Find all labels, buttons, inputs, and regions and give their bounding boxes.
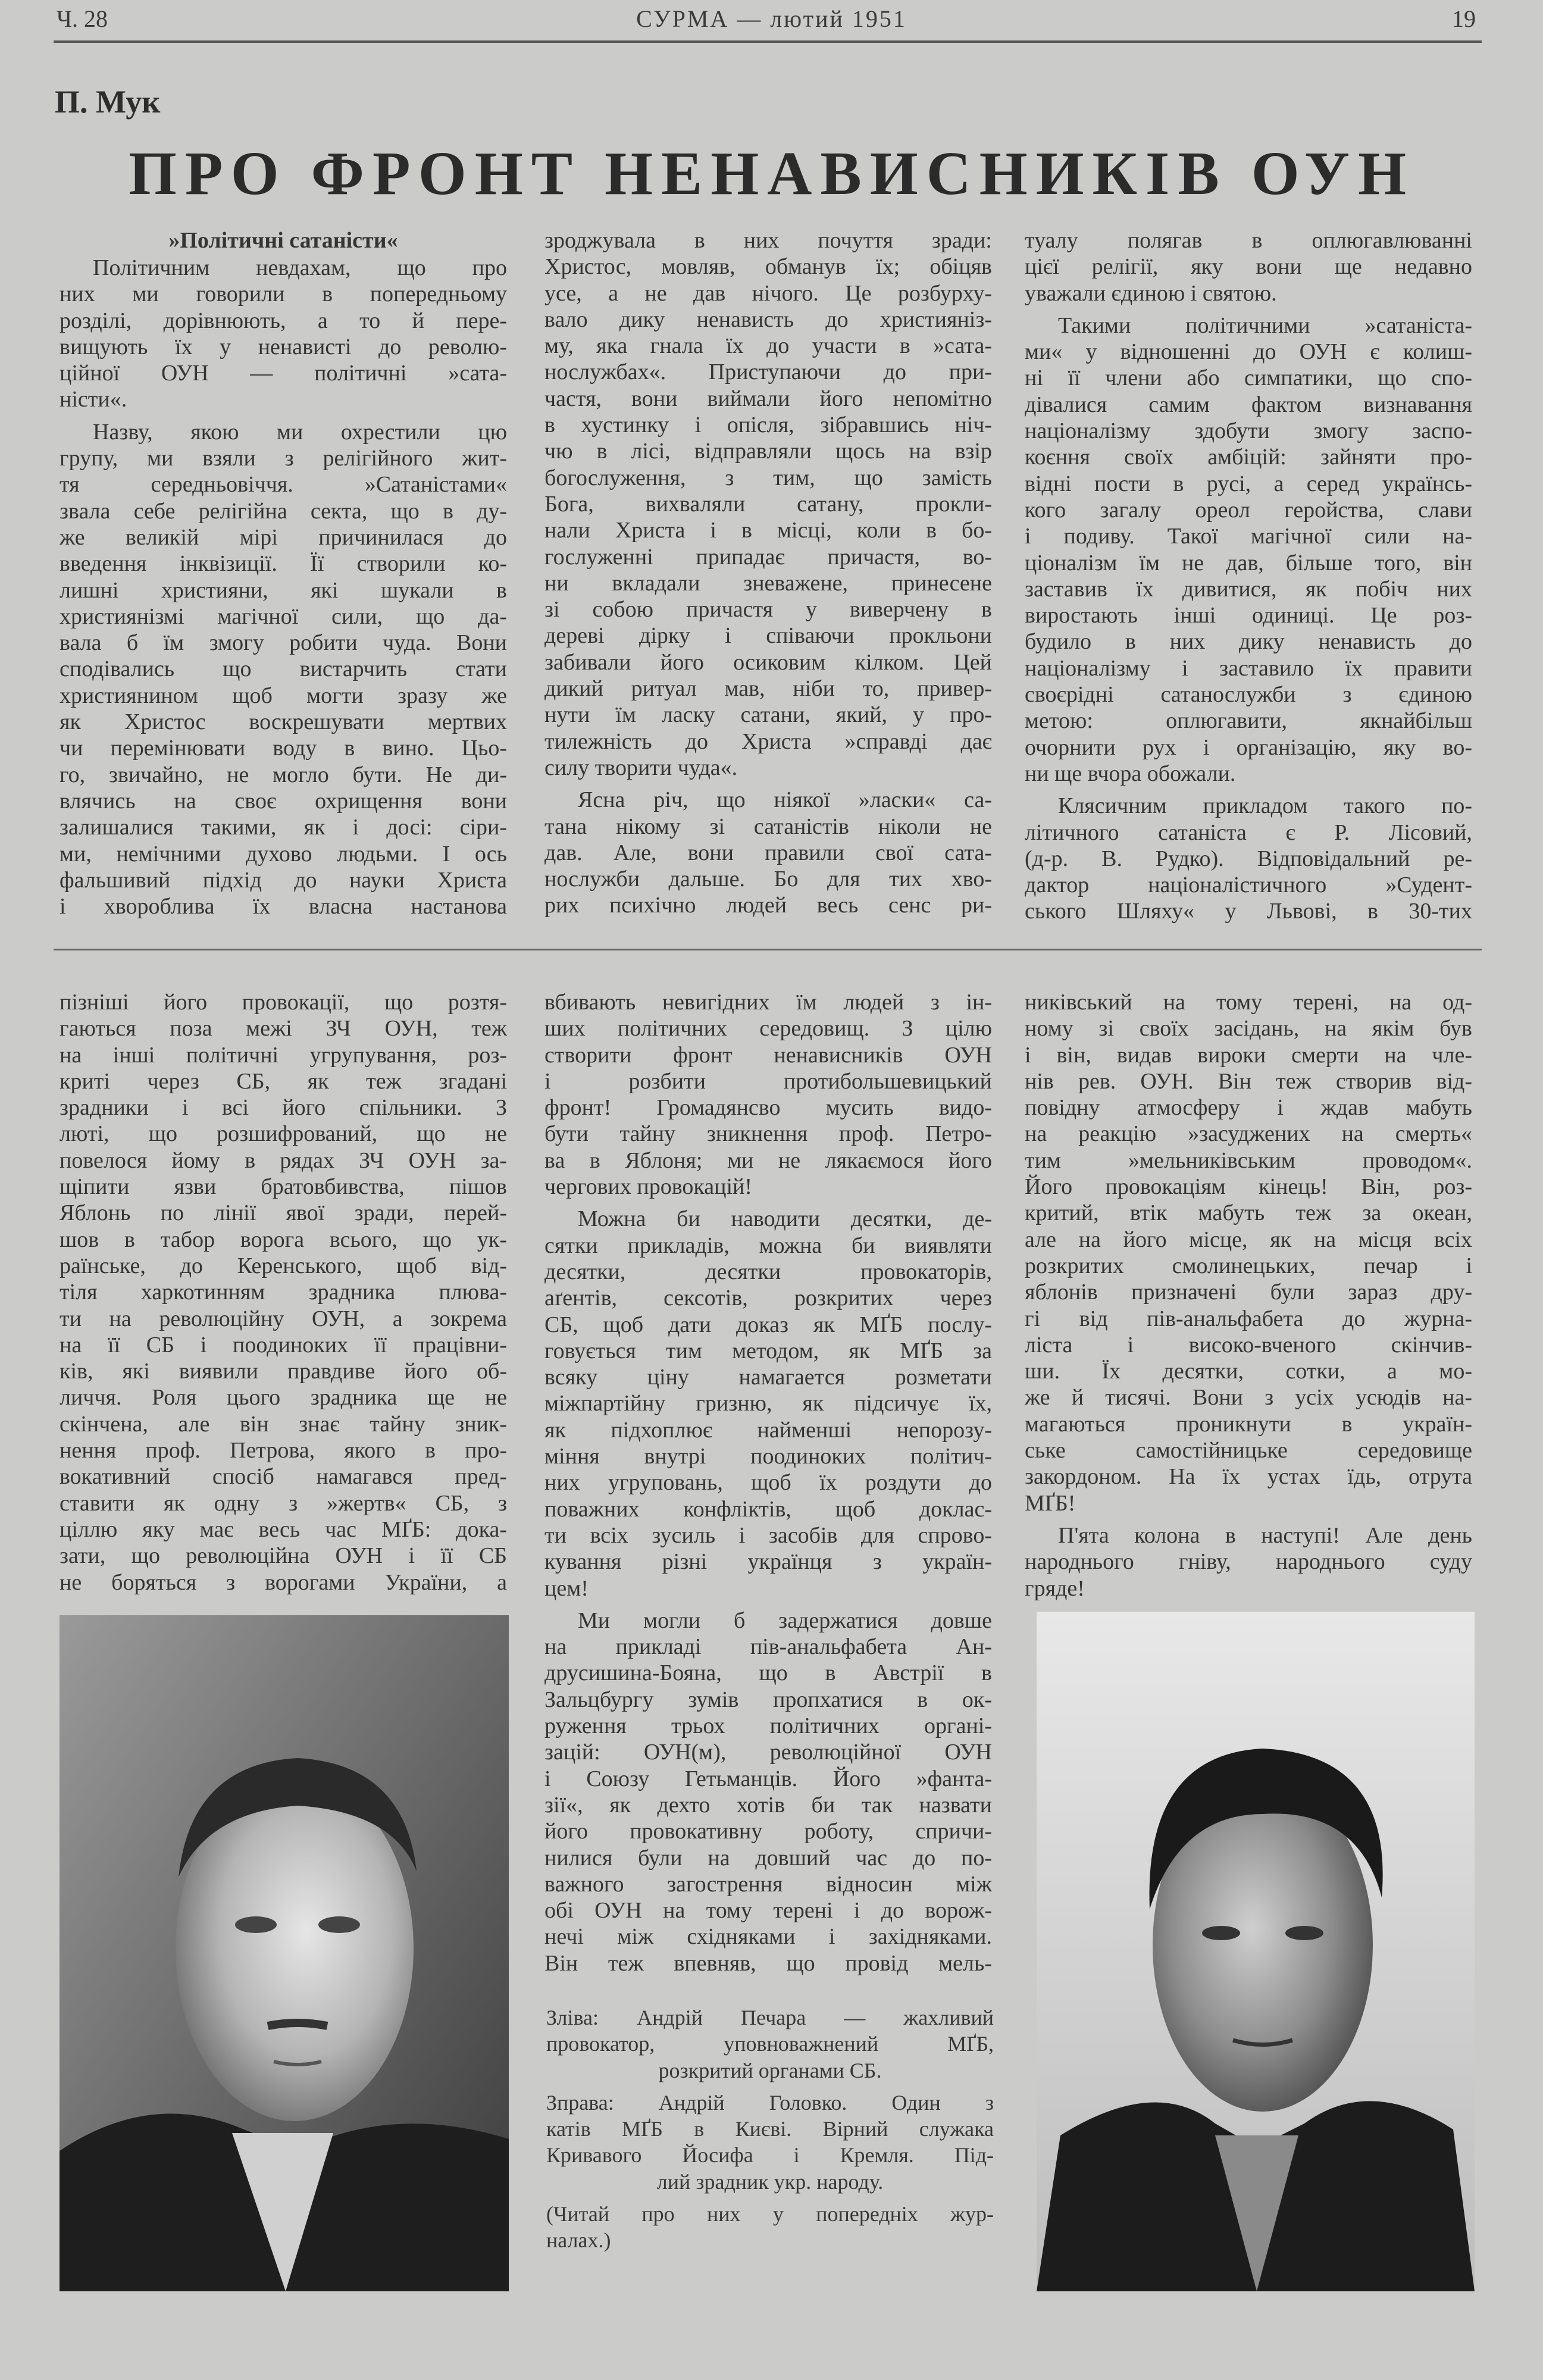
text-line: шов в табор ворога всього, що ук- — [60, 1227, 507, 1252]
text-line: і подиву. Такої магічної сили на- — [1025, 524, 1472, 549]
text-line: ми, немічними духово людьми. І ось — [60, 841, 507, 867]
text-line: Назву, якою ми охрестили цю — [93, 419, 507, 445]
text-line: міння внутрі поодиноких політич- — [544, 1444, 992, 1469]
paragraph — [60, 255, 507, 413]
section-divider — [54, 949, 1482, 950]
text-line: фронт! Громадянсво мусить видо- — [544, 1095, 992, 1121]
text-line: силу творити чуда«. — [544, 755, 738, 780]
text-line: повідну атмосферу і ждав мабуть — [1025, 1095, 1472, 1121]
text-line: поважних конфліктів, щоб доклас- — [544, 1496, 992, 1522]
text-line: очорнити рух і організацію, яку во- — [1025, 734, 1472, 760]
text-line: на інші політичні угрупування, роз- — [60, 1042, 507, 1068]
text-line: них угруповань, щоб їх роздути до — [544, 1470, 992, 1496]
text-line: ків, які виявили правдиве його об- — [60, 1359, 507, 1384]
text-line: чи перемінювати воду в вино. Цьо- — [60, 736, 507, 761]
text-line: на реакцію »засуджених на смерть« — [1025, 1121, 1472, 1147]
article-author: П. Мук — [55, 84, 161, 120]
paragraph — [1025, 227, 1472, 307]
paragraph — [1025, 793, 1472, 924]
text-line: Такими політичними »сатаніста- — [1058, 312, 1472, 338]
text-line: магаються проникнути в україн- — [1025, 1411, 1472, 1437]
caption-note — [546, 2201, 994, 2254]
text-line: як Христос воскрешувати мертвих — [60, 709, 507, 735]
text-line: туалу полягав в оплюгавлюванні — [1025, 228, 1472, 253]
text-line: влячись на своє охрищення вони — [60, 788, 507, 814]
text-line: же й тисячі. Вони з усіх усюдів на- — [1025, 1385, 1472, 1411]
text-line: Його провокаціям кінець! Він, роз- — [1025, 1174, 1472, 1200]
top-column-2 — [544, 227, 992, 925]
text-line: лишні християни, які шукали в — [60, 577, 507, 603]
text-line: ни ще вчора обожали. — [1025, 761, 1236, 786]
text-line: Христос, мовляв, обманув їх; обіцяв — [544, 254, 992, 280]
text-line: міжпартійну гризню, як підсичує їх, — [544, 1391, 992, 1416]
text-line: важного загострення відносин між — [544, 1871, 992, 1897]
text-line: в хустинку і опісля, зібравшись ніч- — [544, 412, 992, 438]
text-line: го, звичайно, не могло бути. Не ди- — [60, 762, 507, 787]
text-line: нали Христа і в місці, коли в бо- — [544, 518, 992, 543]
caption-line: лий зрадник укр. народу. — [656, 2169, 884, 2194]
text-line: кого загалу ореол геройства, слави — [1025, 497, 1472, 523]
caption-left — [546, 2004, 994, 2084]
text-line: забивали його осиковим кілком. Цей — [544, 649, 992, 675]
text-line: же великій мірі причинилася до — [60, 524, 507, 550]
text-line: Яблонь по лінії явої зради, перей- — [60, 1200, 507, 1226]
text-line: введення інквізиції. Її створили ко- — [60, 551, 507, 577]
paragraph — [60, 419, 507, 920]
text-line: тя середньовіччя. »Сатаністами« — [60, 472, 507, 498]
text-line: богослуження, з тим, що замість — [544, 465, 992, 490]
caption-line: провокатор, уповноважнений МҐБ, — [546, 2032, 994, 2056]
text-line: ному зі своїх засідань, на якім був — [1025, 1016, 1472, 1042]
text-line: дівалися самим фактом визнавання — [1025, 392, 1472, 417]
text-line: цієї релігії, яку вони ще недавно — [1025, 254, 1472, 280]
text-line: християнином щоб могти зразу же — [60, 683, 507, 708]
text-line: нилися були на довший час до по- — [544, 1845, 992, 1871]
text-line: уважали єдиною і святою. — [1025, 280, 1277, 306]
text-line: вбивають невигідних їм людей з ін- — [544, 990, 992, 1015]
text-line: вало дику ненависть до християніз- — [544, 307, 992, 332]
text-line: націоналізму і заставило їх правити — [1025, 655, 1472, 681]
text-line: нослужбах«. Приступаючи до при- — [544, 359, 992, 385]
text-line: дав. Але, вони правили свої сата- — [544, 840, 992, 865]
text-line: гі від пів-анальфабета до журна- — [1025, 1306, 1472, 1331]
text-line: Ясна річ, що ніякої »ласки« са- — [578, 787, 992, 813]
text-line: ського Шляху« у Львові, в 30-тих — [1025, 899, 1472, 924]
header-rule — [54, 40, 1482, 43]
text-line: не боряться з ворогами України, а — [60, 1569, 507, 1595]
text-line: них ми говорили в попередньому — [60, 282, 507, 307]
text-line: і розбити протибольшевицький — [544, 1068, 992, 1094]
paragraph — [1025, 1522, 1472, 1602]
text-line: дереві дірку і співаючи прокльони — [544, 623, 992, 649]
text-line: звала себе релігійна секта, що в ду- — [60, 498, 507, 524]
text-line: МҐБ! — [1025, 1490, 1076, 1516]
text-line: ліста і високо-вченого скінчив- — [1025, 1332, 1472, 1358]
text-line: зі собою причастя у виверчену в — [544, 597, 992, 623]
text-line: тіля харкотинням зрадника плюва- — [60, 1280, 507, 1305]
text-line: відні пости в русі, а серед українсь- — [1025, 471, 1472, 496]
bottom-column-1 — [60, 989, 507, 1602]
text-line: Зальцбургу зумів пропхатися в ок- — [544, 1687, 992, 1712]
text-line: рих психічно людей весь сенс ри- — [544, 893, 992, 918]
text-line: ва в Яблоня; ми не лякаємося його — [544, 1147, 992, 1173]
top-column-1 — [60, 227, 507, 925]
top-column-3 — [1025, 227, 1472, 931]
text-line: розділі, дорівнюють, а то й пере- — [60, 308, 507, 333]
text-line: християнізмі магічної сили, що да- — [60, 603, 507, 629]
text-line: обі ОУН на тому терені і до ворож- — [544, 1898, 992, 1924]
text-line: своєрідні сатанослужби з єдиною — [1025, 682, 1472, 708]
text-line: СБ, щоб дати доказ як МҐБ послу- — [544, 1312, 992, 1337]
caption-line: розкритий органами СБ. — [658, 2058, 882, 2082]
text-line: гослуженні припадає причастя, во- — [544, 544, 992, 570]
paragraph — [1025, 312, 1472, 787]
text-line: нечі між східняками і західняками. — [544, 1924, 992, 1950]
text-line: ти на революційну ОУН, а зокрема — [60, 1306, 507, 1331]
text-line: на прикладі пів-анальфабета Ан- — [544, 1634, 992, 1660]
text-line: частя, вони виймали його непомітно — [544, 386, 992, 411]
text-line: вала б їм змогу робити чуда. Вони — [60, 630, 507, 656]
text-line: і він, видав вироки смерти на чле- — [1025, 1042, 1472, 1068]
paragraph — [544, 227, 992, 781]
text-line: фальшивий підхід до науки Христа — [60, 867, 507, 893]
paragraph — [544, 1607, 992, 1976]
text-line: чю в лісі, відправляли щось на взір — [544, 439, 992, 464]
text-line: ське самостійницьке середовище — [1025, 1438, 1472, 1463]
text-line: нослужби дальше. Бо для тих хво- — [544, 867, 992, 892]
text-line: вокативний спосіб намагався пред- — [60, 1464, 507, 1490]
page-number: 19 — [1452, 5, 1476, 32]
text-line: критий, втік мабуть теж за океан, — [1025, 1200, 1472, 1226]
text-line: пізніші його провокації, що розтя- — [60, 990, 507, 1015]
text-line: коєння своїх амбіцій: зайняти про- — [1025, 445, 1472, 470]
text-line: друсишина-Бояна, що в Австрії в — [544, 1660, 992, 1686]
text-line: і Союзу Гетьманців. Його »фанта- — [544, 1766, 992, 1791]
text-line: бути тайну зникнення проф. Петро- — [544, 1121, 992, 1147]
text-line: гряде! — [1025, 1575, 1085, 1601]
text-line: Клясичним прикладом такого по- — [1058, 793, 1472, 819]
text-line: (д-р. В. Рудко). Відповідальний ре- — [1025, 846, 1472, 871]
paragraph — [1025, 989, 1472, 1516]
text-line: розкритих смолинецьких, печар і — [1025, 1253, 1472, 1278]
text-line: виростають інші одиниці. Це роз- — [1025, 603, 1472, 628]
paragraph — [544, 1206, 992, 1601]
text-line: яблонів призначені були зараз дру- — [1025, 1280, 1472, 1305]
text-line: аґентів, сексотів, розкритих через — [544, 1286, 992, 1311]
text-line: сподівались що вистарчить стати — [60, 656, 507, 682]
text-line: Ми могли б задержатися довше — [578, 1607, 992, 1633]
text-line: нути їм ласку сатани, який, у про- — [544, 702, 992, 728]
text-line: але на його місце, як на місця всіх — [1025, 1227, 1472, 1252]
caption-line: Зліва: Андрій Печара — жахливий — [546, 2006, 994, 2029]
text-line: будило в них дику ненависть до — [1025, 629, 1472, 655]
text-line: ністи«. — [60, 387, 127, 412]
text-line: Можна би наводити десятки, де- — [578, 1206, 992, 1232]
text-line: му, яка гнала їх до участи в »сата- — [544, 333, 992, 359]
text-line: ні її члени або симпатики, що спо- — [1025, 365, 1472, 391]
text-line: націоналізму здобути змогу заспо- — [1025, 418, 1472, 444]
text-line: ни вкладали зневажене, принесене — [544, 570, 992, 596]
text-line: вищують їх у ненависті до револю- — [60, 334, 507, 359]
text-line: на її СБ і поодиноких її працівни- — [60, 1332, 507, 1358]
bottom-column-2 — [544, 989, 992, 1982]
portrait-photo-right — [1037, 1612, 1475, 2291]
photo-caption — [546, 2004, 994, 2260]
text-line: заставив їх дивитися, як побіч них — [1025, 576, 1472, 602]
text-line: нів рев. ОУН. Він теж створив від- — [1025, 1068, 1472, 1094]
text-line: усе, а не дав нічого. Це розбурху- — [544, 280, 992, 306]
section-subheading: »Політичні сатаністи« — [168, 228, 398, 253]
text-line: народнього гніву, народнього суду — [1025, 1549, 1472, 1575]
text-line: групу, ми взяли з релігійного жит- — [60, 446, 507, 471]
text-line: як підхоплює найменші непорозу- — [544, 1417, 992, 1443]
text-line: сятки прикладів, можна би виявляти — [544, 1233, 992, 1258]
text-line: ціллю яку має весь час МҐБ: дока- — [60, 1516, 507, 1542]
text-line: зати, що революційна ОУН і її СБ — [60, 1543, 507, 1569]
text-line: криті через СБ, як теж згадані — [60, 1068, 507, 1094]
text-line: зрадники і всі його спільники. З — [60, 1095, 507, 1121]
issue-number: Ч. 28 — [57, 5, 108, 32]
text-line: ми« у відношенні до ОУН є колиш- — [1025, 339, 1472, 365]
text-line: створити фронт ненависників ОУН — [544, 1042, 992, 1068]
text-line: зії«, як дехто хотів би так назвати — [544, 1792, 992, 1818]
caption-line: Зправа: Андрій Головко. Один з — [546, 2090, 994, 2115]
caption-line: катів МҐБ в Києві. Вірний служака — [546, 2117, 994, 2141]
text-line: нення проф. Петрова, якого в про- — [60, 1438, 507, 1463]
text-line: дактор націоналістичного »Судент- — [1025, 872, 1472, 898]
text-line: залишалися такими, як і досі: сіри- — [60, 815, 507, 840]
paragraph — [544, 787, 992, 918]
text-line: кування різні українця з україн- — [544, 1549, 992, 1575]
text-line: люті, що розшифрований, що не — [60, 1121, 507, 1147]
text-line: говується тим методом, як МҐБ за — [544, 1338, 992, 1363]
bottom-column-3 — [1025, 989, 1472, 1607]
text-line: тилежність до Христа »справді дає — [544, 728, 992, 754]
text-line: метою: оплюгавити, якнайбільш — [1025, 708, 1472, 734]
text-line: і хвороблива їх власна настанова — [60, 894, 507, 920]
text-line: Політичним невдахам, що про — [93, 255, 507, 280]
text-line: ціоналізм їм не дав, більше того, він — [1025, 550, 1472, 576]
text-line: чергових провокацій! — [544, 1174, 753, 1200]
caption-line: Кривавого Йосифа і Кремля. Під- — [546, 2143, 994, 2168]
text-line: никівський на тому терені, на од- — [1025, 990, 1472, 1015]
portrait-photo-left — [60, 1615, 509, 2291]
paragraph — [544, 989, 992, 1200]
text-line: раїнське, до Керенського, щоб від- — [60, 1253, 507, 1278]
text-line: зацій: ОУН(м), революційної ОУН — [544, 1740, 992, 1765]
text-line: П'ята колона в наступі! Але день — [1058, 1522, 1472, 1548]
text-line: скінчена, але він знає тайну зник- — [60, 1411, 507, 1437]
text-line: щіпити язви братовбивства, пішов — [60, 1174, 507, 1200]
text-line: дикий ритуал мав, ніби то, привер- — [544, 676, 992, 702]
caption-line: (Читай про них у попередніх жур- — [546, 2202, 994, 2226]
text-line: руження трьох політичних органі- — [544, 1713, 992, 1739]
text-line: цем! — [544, 1575, 589, 1601]
text-line: зроджувала в них почуття зради: — [544, 228, 992, 253]
text-line: ши. Їх десятки, сотки, а мо- — [1025, 1359, 1472, 1384]
text-line: ших політичних середовищ. З цілю — [544, 1016, 992, 1042]
text-line: ційної ОУН — політичні »сата- — [60, 361, 507, 386]
text-line: десятки, десятки провокаторів, — [544, 1259, 992, 1284]
text-line: личчя. Роля цього зрадника ще не — [60, 1385, 507, 1411]
running-header: СУРМА — лютий 1951 — [636, 5, 907, 32]
text-line: літичного сатаніста є Р. Лісовий, — [1025, 820, 1472, 845]
text-line: його провокативну роботу, спричи- — [544, 1819, 992, 1844]
caption-right — [546, 2090, 994, 2195]
text-line: Він теж впевняв, що провід мель- — [544, 1950, 992, 1976]
text-line: повелося йому в рядах ЗЧ ОУН за- — [60, 1147, 507, 1173]
text-line: тим »мельниківським проводом«. — [1025, 1147, 1472, 1173]
caption-line: налах.) — [546, 2228, 611, 2253]
text-line: закордоном. На їх устах їдь, отрута — [1025, 1464, 1472, 1490]
text-line: тана нікому зі сатаністів ніколи не — [544, 814, 992, 839]
text-line: ставити як одну з »жертв« СБ, з — [60, 1490, 507, 1516]
text-line: всяку ціну намагается розметати — [544, 1365, 992, 1390]
text-line: ти всіх зусиль і засобів для спрово- — [544, 1522, 992, 1548]
text-line: Бога, вихваляли сатану, прокли- — [544, 491, 992, 517]
text-line: гаються поза межі ЗЧ ОУН, теж — [60, 1016, 507, 1042]
paragraph — [60, 989, 507, 1596]
article-title: ПРО ФРОНТ НЕНАВИСНИКІВ ОУН — [128, 139, 1415, 208]
